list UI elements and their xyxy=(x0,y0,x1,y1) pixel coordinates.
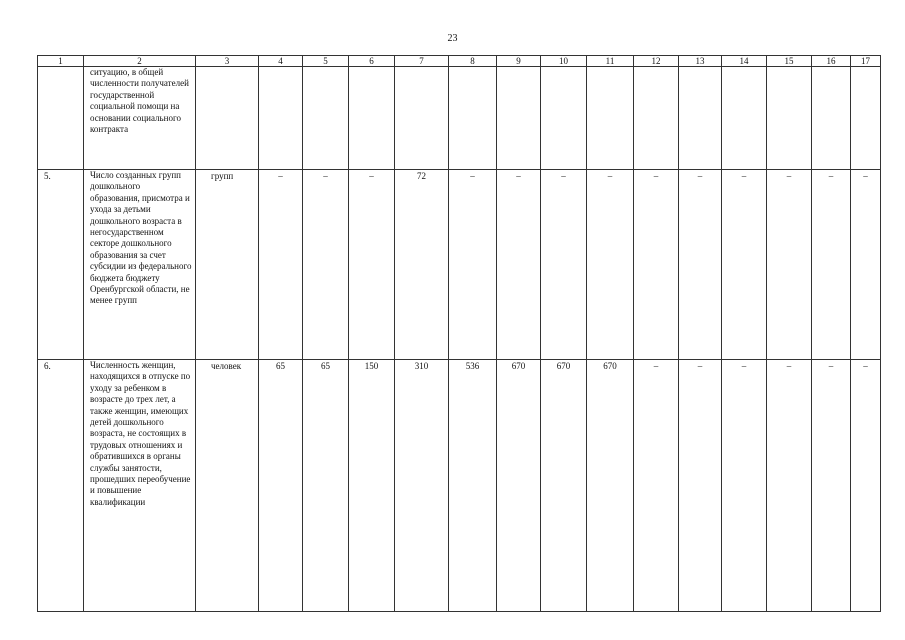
value-cell: – xyxy=(449,170,497,360)
value-cell: – xyxy=(349,170,395,360)
column-number: 9 xyxy=(497,56,541,67)
table-row xyxy=(38,360,881,612)
value-cell: 65 xyxy=(259,360,303,612)
value-cell: – xyxy=(303,170,349,360)
indicator-description: Численность женщин, находящихся в отпуске по уходу за ребенком в возрасте до трех лет, а также женщин, имеющих детей дошкольного возраста, не состоящих в трудовых отношениях и обратившихся в органы службы занятости, прошедших переобучение и повышение квалификации xyxy=(84,360,196,612)
column-number: 3 xyxy=(196,56,259,67)
value-cell: – xyxy=(587,170,634,360)
value-cell: – xyxy=(851,170,881,360)
value-cell: 670 xyxy=(497,360,541,612)
column-number: 2 xyxy=(84,56,196,67)
value-cell: 670 xyxy=(587,360,634,612)
value-cell: 536 xyxy=(449,360,497,612)
row-number xyxy=(38,67,84,170)
unit-of-measure xyxy=(196,67,259,170)
column-number: 4 xyxy=(259,56,303,67)
value-cell xyxy=(587,67,634,170)
value-cell xyxy=(395,67,449,170)
value-cell: – xyxy=(722,360,767,612)
value-cell xyxy=(541,67,587,170)
unit-of-measure: групп xyxy=(196,170,259,360)
value-cell xyxy=(679,67,722,170)
value-cell xyxy=(259,67,303,170)
column-number: 8 xyxy=(449,56,497,67)
column-number: 5 xyxy=(303,56,349,67)
column-number-row xyxy=(38,56,881,67)
column-number: 17 xyxy=(851,56,881,67)
value-cell xyxy=(449,67,497,170)
value-cell: 670 xyxy=(541,360,587,612)
value-cell: – xyxy=(767,170,812,360)
value-cell: 150 xyxy=(349,360,395,612)
value-cell xyxy=(851,67,881,170)
column-number: 15 xyxy=(767,56,812,67)
column-number: 6 xyxy=(349,56,395,67)
unit-of-measure: человек xyxy=(196,360,259,612)
value-cell: – xyxy=(767,360,812,612)
indicator-description: ситуацию, в общей численности получателей государственной социальной помощи на основании социального контракта xyxy=(84,67,196,170)
value-cell: 65 xyxy=(303,360,349,612)
value-cell: – xyxy=(812,170,851,360)
indicator-table xyxy=(37,55,881,612)
value-cell: – xyxy=(497,170,541,360)
row-number: 5. xyxy=(38,170,84,360)
value-cell: – xyxy=(722,170,767,360)
value-cell: – xyxy=(634,170,679,360)
column-number: 1 xyxy=(38,56,84,67)
value-cell: – xyxy=(541,170,587,360)
page-number: 23 xyxy=(447,33,458,44)
column-number: 16 xyxy=(812,56,851,67)
value-cell: – xyxy=(851,360,881,612)
value-cell xyxy=(634,67,679,170)
value-cell: – xyxy=(634,360,679,612)
row-number: 6. xyxy=(38,360,84,612)
value-cell xyxy=(722,67,767,170)
column-number: 13 xyxy=(679,56,722,67)
value-cell xyxy=(349,67,395,170)
value-cell xyxy=(767,67,812,170)
table-row xyxy=(38,67,881,170)
indicator-description: Число созданных групп дошкольного образования, присмотра и ухода за детьми дошкольного возраста в негосударственном секторе дошкольного образования за счет субсидии из федерального бюджета бюджету Оренбургской области, не менее групп xyxy=(84,170,196,360)
value-cell xyxy=(303,67,349,170)
column-number: 14 xyxy=(722,56,767,67)
column-number: 7 xyxy=(395,56,449,67)
value-cell: – xyxy=(679,170,722,360)
value-cell: – xyxy=(259,170,303,360)
column-number: 11 xyxy=(587,56,634,67)
column-number: 12 xyxy=(634,56,679,67)
table-row xyxy=(38,170,881,360)
value-cell xyxy=(497,67,541,170)
value-cell: 72 xyxy=(395,170,449,360)
value-cell: – xyxy=(812,360,851,612)
value-cell xyxy=(812,67,851,170)
column-number: 10 xyxy=(541,56,587,67)
value-cell: 310 xyxy=(395,360,449,612)
value-cell: – xyxy=(679,360,722,612)
